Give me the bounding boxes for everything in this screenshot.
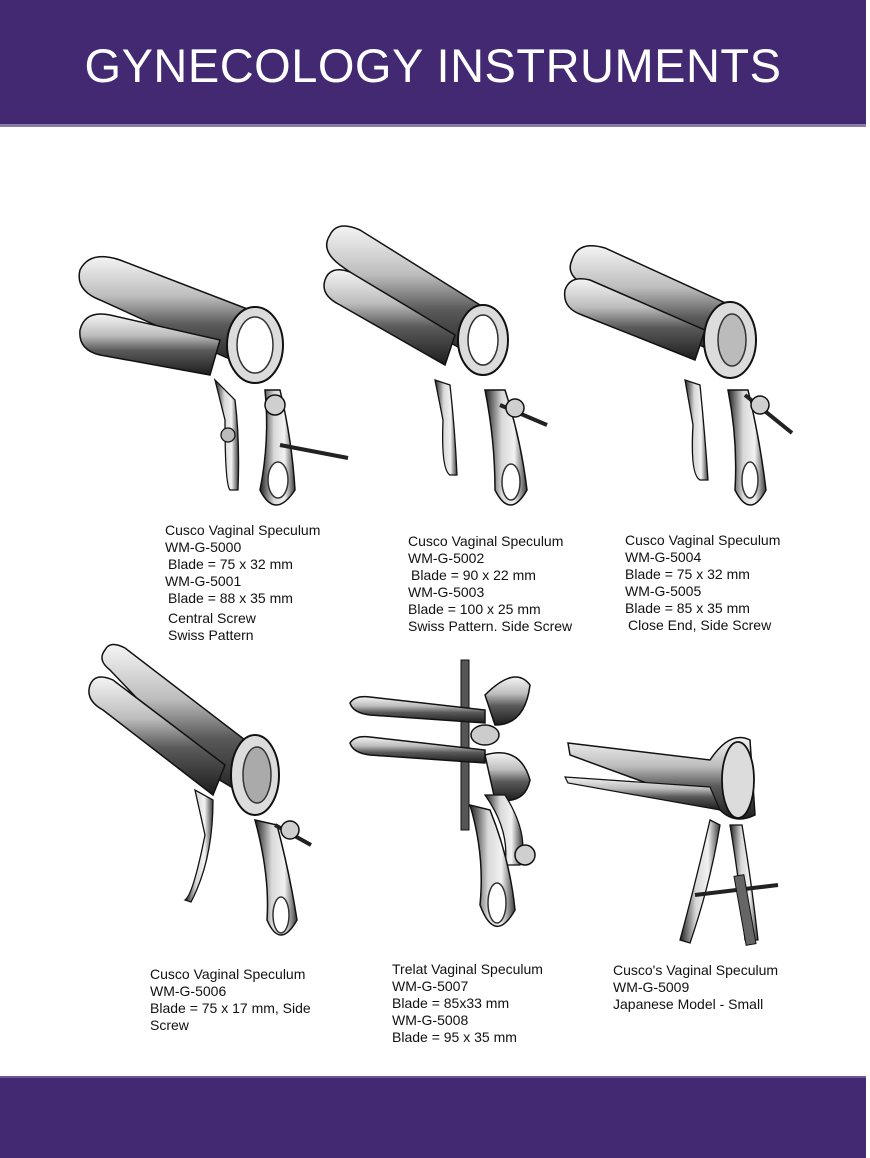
caption-cusco-5002 <box>408 533 572 635</box>
caption-line: Cusco's Vaginal Speculum <box>613 962 779 978</box>
product-cusco-5004 <box>560 240 800 520</box>
caption-line: WM-G-5006 <box>150 983 227 999</box>
caption-line: Blade = 75 x 32 mm <box>168 556 293 572</box>
caption-line: Swiss Pattern. Side Screw <box>408 618 573 634</box>
caption-line: Japanese Model - Small <box>613 996 764 1012</box>
caption-line: Blade = 75 x 32 mm <box>625 566 750 582</box>
speculum-illustration <box>560 725 790 955</box>
caption-line: WM-G-5007 <box>392 978 469 994</box>
caption-line: Blade = 88 x 35 mm <box>168 590 293 606</box>
caption-line: Close End, Side Screw <box>628 617 772 633</box>
caption-line: WM-G-5009 <box>613 979 690 995</box>
caption-line: Blade = 85 x 35 mm <box>625 600 750 616</box>
product-trelat-5007 <box>345 655 565 955</box>
caption-cusco-5009 <box>613 962 778 1013</box>
caption-line: WM-G-5000 <box>165 539 242 555</box>
speculum-illustration <box>85 640 325 950</box>
caption-line: Cusco Vaginal Speculum <box>625 532 781 548</box>
caption-line: WM-G-5005 <box>625 583 702 599</box>
speculum-illustration <box>345 655 565 955</box>
caption-line: WM-G-5008 <box>392 1012 469 1028</box>
caption-line: Blade = 85x33 mm <box>392 995 510 1011</box>
caption-line: Swiss Pattern <box>168 627 254 643</box>
caption-line: Blade = 100 x 25 mm <box>408 601 541 617</box>
caption-line: Cusco Vaginal Speculum <box>150 966 306 982</box>
product-cusco-5009 <box>560 725 790 955</box>
caption-line: Cusco Vaginal Speculum <box>408 533 564 549</box>
caption-line: WM-G-5004 <box>625 549 702 565</box>
caption-line: WM-G-5003 <box>408 584 485 600</box>
caption-line: Central Screw <box>168 610 256 626</box>
page-title: GYNECOLOGY INSTRUMENTS <box>84 39 782 92</box>
product-cusco-5006 <box>85 640 325 950</box>
caption-line: WM-G-5002 <box>408 550 485 566</box>
page-edge <box>866 0 870 1156</box>
caption-cusco-5000 <box>165 522 320 644</box>
header-band <box>0 0 866 127</box>
caption-line: Blade = 90 x 22 mm <box>411 567 536 583</box>
caption-cusco-5004 <box>625 532 780 634</box>
caption-trelat-5007 <box>392 961 543 1046</box>
caption-line: Screw <box>150 1017 189 1033</box>
caption-line: Cusco Vaginal Speculum <box>165 522 321 538</box>
caption-cusco-5006 <box>150 966 311 1034</box>
speculum-illustration <box>560 240 800 520</box>
footer-band <box>0 1076 866 1158</box>
speculum-illustration <box>315 220 555 520</box>
caption-line: Trelat Vaginal Speculum <box>392 961 543 977</box>
caption-line: Blade = 75 x 17 mm, Side <box>150 1000 311 1016</box>
caption-line: Blade = 95 x 35 mm <box>392 1029 517 1045</box>
caption-line: WM-G-5001 <box>165 573 242 589</box>
product-cusco-5002 <box>315 220 555 520</box>
